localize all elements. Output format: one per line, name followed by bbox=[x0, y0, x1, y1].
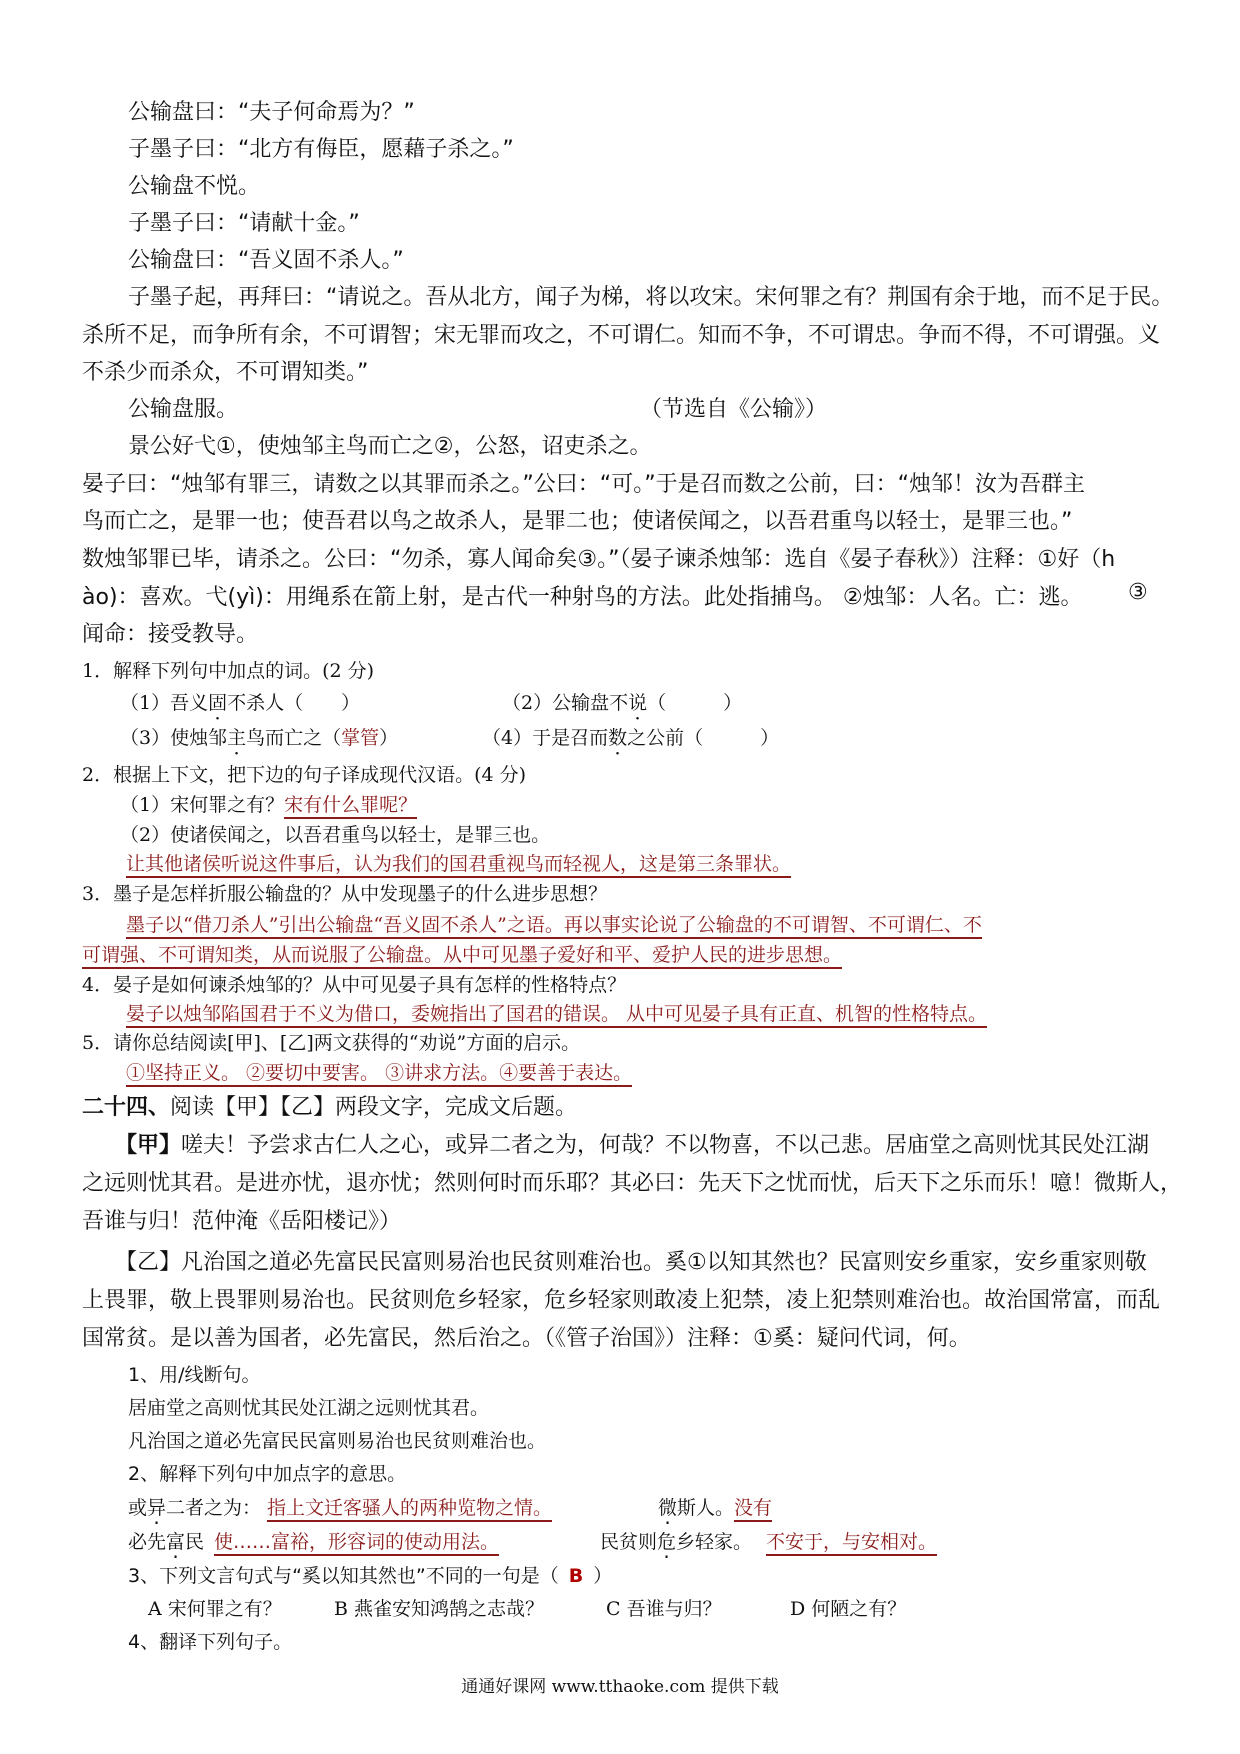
question-1a-pre: （1）吾义 bbox=[120, 692, 209, 714]
question-5-answer bbox=[126, 1058, 632, 1085]
passage1-source: （节选自《公输》） bbox=[640, 397, 828, 422]
question-2a bbox=[120, 790, 417, 817]
question-1a-post: 不杀人（ ） bbox=[227, 692, 361, 714]
passage1-line2: 子墨子曰：“北方有侮臣，愿藉子杀之。” bbox=[128, 137, 514, 162]
task-2c bbox=[128, 1527, 499, 1554]
question-1c-pre: （3）使烛邹 bbox=[120, 727, 228, 749]
yi-line2: 上畏罪，敬上畏罪则易治也。民贫则危乡轻家，危乡轻家则敢凌上犯禁，凌上犯禁则难治也。故治国常富，而乱 bbox=[82, 1288, 1161, 1313]
task-3-answer: B bbox=[568, 1565, 584, 1587]
yi-line1: 【乙】凡治国之道必先富民民富则易治也民贫则难治也。奚①以知其然也？民富则安乡重家，安乡重家则敬 bbox=[115, 1250, 1147, 1275]
passage2-note3-marker: ③ bbox=[1128, 580, 1148, 605]
task-2a-pre: 或 bbox=[128, 1497, 148, 1519]
task-1: 1、用/线断句。 bbox=[128, 1364, 261, 1386]
task-3 bbox=[128, 1561, 612, 1588]
task-2c-post: 民 bbox=[185, 1531, 205, 1553]
question-3: 3．墨子是怎样折服公输盘的？从中发现墨子的什么进步思想？ bbox=[82, 883, 608, 905]
passage2-line5: ào)：喜欢。弋(yì)：用绳系在箭上射，是古代一种射鸟的方法。此处指捕鸟。 ②烛邹：人名。亡：逃。 bbox=[82, 585, 1083, 610]
task-2b-dotted: 微 bbox=[658, 1497, 678, 1519]
question-1b bbox=[502, 688, 742, 715]
question-1c-post: 鸟而亡之（ bbox=[246, 727, 342, 749]
question-4-answer-text: 晏子以烛邹陷国君于不义为借口，委婉指出了国君的错误。 从中可见晏子具有正直、机智的性格特点。 bbox=[126, 1003, 987, 1028]
section24-number: 二十四、 bbox=[82, 1095, 171, 1120]
question-1c-close: ） bbox=[379, 727, 399, 749]
jia-line3: 吾谁与归！范仲淹《岳阳楼记》） bbox=[82, 1209, 402, 1234]
question-4: 4．晏子是如何谏杀烛邹的？从中可见晏子具有怎样的性格特点？ bbox=[82, 974, 627, 996]
jia-line1 bbox=[115, 1128, 1149, 1159]
question-1: 1．解释下列句中加点的词。(2 分) bbox=[82, 660, 375, 682]
task-3-option-c: C 吾谁与归？ bbox=[606, 1598, 722, 1620]
question-2a-answer: 宋有什么罪呢？ bbox=[284, 794, 417, 819]
task-1b: 凡治国之道必先富民民富则易治也民贫则难治也。 bbox=[128, 1430, 547, 1452]
jia-line2: 之远则忧其君。是进亦忧，退亦忧；然则何时而乐耶？其必曰：先天下之忧而忧，后天下之乐而乐！噫！微斯人， bbox=[82, 1171, 1183, 1196]
question-1c-answer: 掌管 bbox=[341, 727, 380, 749]
task-2a bbox=[128, 1493, 552, 1520]
task-2d-post: 乡轻家。 bbox=[676, 1531, 753, 1553]
task-2d-dotted: 危 bbox=[657, 1531, 677, 1553]
task-2d-answer: 不安于，与安相对。 bbox=[766, 1531, 937, 1556]
task-3-option-b: B 燕雀安知鸿鹄之志哉？ bbox=[334, 1598, 545, 1620]
question-1b-dotted: 说 bbox=[628, 692, 648, 714]
question-2b: （2）使诸侯闻之，以吾君重鸟以轻士，是罪三也。 bbox=[120, 824, 551, 846]
section24-instruction: 阅读【甲】【乙】两段文字，完成文后题。 bbox=[170, 1095, 578, 1120]
passage2-line4: 数烛邹罪已毕，请杀之。公曰：“勿杀，寡人闻命矣③。”（晏子谏杀烛邹：选自《晏子春秋》）注释：①好（h bbox=[82, 547, 1116, 572]
footer: 通通好课网 www.tthaoke.com 提供下载 bbox=[461, 1677, 779, 1697]
question-3-answer-line2 bbox=[82, 940, 842, 967]
question-2: 2．根据上下文，把下边的句子译成现代汉语。(4 分) bbox=[82, 764, 527, 786]
task-2b bbox=[658, 1493, 772, 1520]
section24-heading bbox=[82, 1090, 577, 1121]
question-1c bbox=[120, 723, 398, 750]
task-3-option-a: A 宋何罪之有？ bbox=[148, 1598, 282, 1620]
task-1a: 居庙堂之高则忧其民处江湖之远则忧其君。 bbox=[128, 1397, 490, 1419]
yi-line3: 国常贫。是以善为国者，必先富民，然后治之。（《管子治国》）注释：①奚：疑问代词，何。 bbox=[82, 1326, 971, 1351]
task-2a-post: 二者之为： bbox=[166, 1497, 262, 1519]
task-3-option-d: D 何陋之有？ bbox=[790, 1598, 907, 1620]
passage1-line9: 公输盘服。 bbox=[128, 397, 239, 422]
question-2b-answer bbox=[126, 849, 791, 876]
task-2d bbox=[600, 1527, 937, 1554]
question-1c-dotted: 主 bbox=[227, 727, 247, 749]
task-3-pre: 3、下列文言句式与“奚以知其然也”不同的一句是（ bbox=[128, 1565, 559, 1587]
question-1a bbox=[120, 688, 360, 715]
task-2a-answer: 指上文迁客骚人的两种览物之情。 bbox=[267, 1497, 552, 1522]
question-3-answer1-text: 墨子以“借刀杀人”引出公输盘“吾义固不杀人”之语。再以事实论说了公输盘的不可谓智、不可谓仁、不 bbox=[126, 914, 982, 939]
question-3-answer-line1 bbox=[126, 910, 982, 937]
passage1-line6: 子墨子起，再拜曰：“请说之。吾从北方，闻子为梯，将以攻宋。宋何罪之有？荆国有余于地，而不足于民。 bbox=[128, 285, 1174, 310]
question-5-answer-text: ①坚持正义。 ②要切中要害。 ③讲求方法。④要善于表达。 bbox=[126, 1062, 632, 1087]
question-1d-pre: （4）于是召而 bbox=[482, 727, 609, 749]
question-1d bbox=[482, 723, 779, 750]
question-1d-dotted: 数 bbox=[608, 727, 628, 749]
question-5: 5．请你总结阅读[甲]、[乙]两文获得的“劝说”方面的启示。 bbox=[82, 1032, 581, 1054]
passage2-line6: 闻命：接受教导。 bbox=[82, 622, 259, 647]
question-3-answer2-text: 可谓强、不可谓知类，从而说服了公输盘。从中可见墨子爱好和平、爱护人民的进步思想。 bbox=[82, 944, 842, 969]
passage2-line3: 鸟而亡之，是罪一也；使吾君以鸟之故杀人，是罪二也；使诸侯闻之，以吾君重鸟以轻士，是罪三也。” bbox=[82, 509, 1073, 534]
task-4: 4、翻译下列句子。 bbox=[128, 1631, 293, 1653]
passage1-line1: 公输盘曰：“夫子何命焉为？” bbox=[128, 100, 415, 125]
task-2: 2、解释下列句中加点字的意思。 bbox=[128, 1463, 407, 1485]
passage1-line7: 杀所不足，而争所有余，不可谓智；宋无罪而攻之，不可谓仁。知而不争，不可谓忠。争而不得，不可谓强。义 bbox=[82, 323, 1161, 348]
question-1b-post: （ ） bbox=[647, 692, 743, 714]
task-2c-pre: 必先 bbox=[128, 1531, 167, 1553]
task-2c-dotted: 富 bbox=[166, 1531, 186, 1553]
task-2b-post: 斯人。 bbox=[677, 1497, 735, 1519]
passage2-line2: 晏子曰：“烛邹有罪三，请数之以其罪而杀之。”公曰：“可。”于是召而数之公前，曰：“烛邹！汝为吾群主 bbox=[82, 472, 1085, 497]
question-2a-text: （1）宋何罪之有？ bbox=[120, 794, 285, 816]
question-4-answer bbox=[126, 999, 987, 1026]
passage1-line8: 不杀少而杀众，不可谓知类。” bbox=[82, 360, 369, 385]
passage1-line3: 公输盘不悦。 bbox=[128, 174, 261, 199]
question-1a-dotted: 固 bbox=[208, 692, 228, 714]
task-2b-answer: 没有 bbox=[734, 1497, 772, 1522]
task-2c-answer: 使……富裕，形容词的使动用法。 bbox=[214, 1531, 499, 1556]
question-2b-answer-text: 让其他诸侯听说这件事后，认为我们的国君重视鸟而轻视人，这是第三条罪状。 bbox=[126, 853, 791, 878]
passage2-line1: 景公好弋①，使烛邹主鸟而亡之②，公怒，诏吏杀之。 bbox=[128, 434, 652, 459]
jia-line1-text: 嗟夫！予尝求古仁人之心，或异二者之为，何哉？不以物喜，不以己悲。居庙堂之高则忧其民处江湖 bbox=[181, 1133, 1150, 1158]
jia-tag: 【甲】 bbox=[115, 1133, 182, 1158]
passage1-line4: 子墨子曰：“请献十金。” bbox=[128, 211, 360, 236]
question-1d-post: 之公前（ ） bbox=[627, 727, 780, 749]
passage1-line5: 公输盘曰：“吾义固不杀人。” bbox=[128, 248, 404, 273]
task-2a-dotted: 异 bbox=[147, 1497, 167, 1519]
question-1b-pre: （2）公输盘不 bbox=[502, 692, 629, 714]
task-2d-pre: 民贫则 bbox=[600, 1531, 658, 1553]
task-3-post: ） bbox=[593, 1565, 613, 1587]
